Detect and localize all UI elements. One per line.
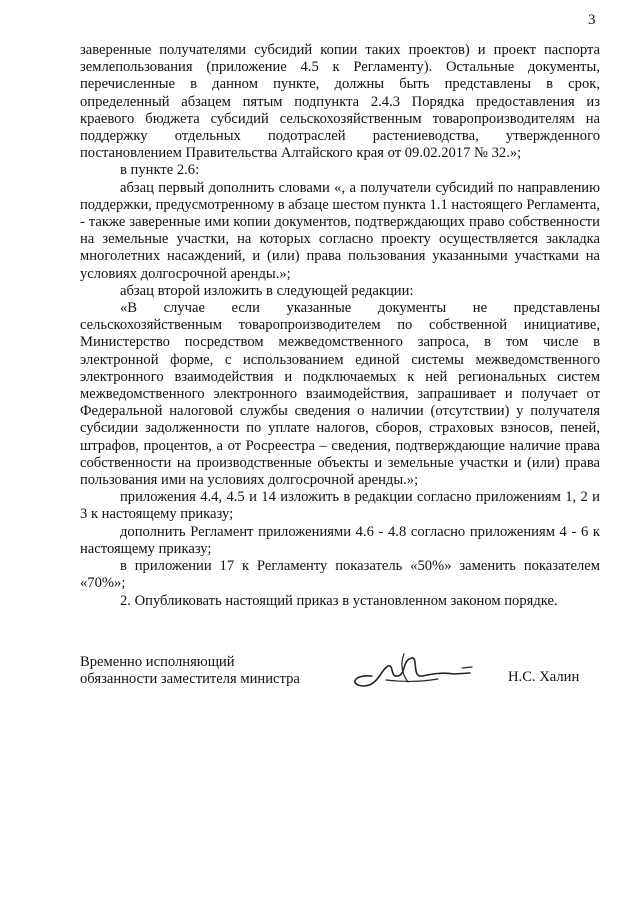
paragraph-second-abzac-intro: абзац второй изложить в следующей редакции: — [120, 282, 414, 299]
paragraph-add-appendices: дополнить Регламент приложениями 4.6 - 4.8 согласно приложениям 4 - 6 к настоящему приказу; — [80, 523, 600, 557]
paragraph-publish: 2. Опубликовать настоящий приказ в установленном законом порядке. — [120, 592, 558, 609]
signatory-name: Н.С. Халин — [508, 669, 580, 685]
page-number: 3 — [588, 12, 596, 28]
paragraph-item-2-6: в пункте 2.6: — [120, 162, 200, 179]
paragraph-continuation: заверенные получателями субсидий копии таких проектов) и проект паспорта землепользования (приложение 4.5 к Регламенту). Остальные документы, перечисленные в данном пункте, должны быть представлены в срок, определенный абзацем пятым подпункта 2.4.3 Порядка предоставления из краевого бюджета субсидий сельскохозяйственным товаропроизводителям на поддержку отдельных подотраслей растениеводства, утвержденного постановлением Правительства Алтайского края от 09.02.2017 № 32.»; — [80, 42, 600, 162]
paragraph-appendix-17: в приложении 17 к Регламенту показатель «50%» заменить показателем «70%»; — [80, 558, 600, 592]
signature-block — [80, 654, 600, 704]
signatory-position-line-1: Временно исполняющий — [80, 654, 235, 670]
signatory-position — [80, 654, 300, 688]
document-body — [80, 42, 600, 610]
paragraph-appendices-redaction: приложения 4.4, 4.5 и 14 изложить в редакции согласно приложениям 1, 2 и 3 к настоящему приказу; — [80, 489, 600, 523]
paragraph-first-abzac: абзац первый дополнить словами «, а получатели субсидий по направлению поддержки, предусмотренному в абзаце шестом пункта 1.1 настоящего Регламента, - также заверенные ими копии документов, подтверждающих право собственности на земельные участки, на которых согласно проекту осуществляется закладка многолетних насаждений, и (или) права пользования указанными участками на условиях долгосрочной аренды.»; — [80, 179, 600, 282]
signatory-position-line-2: обязанности заместителя министра — [80, 671, 300, 688]
paragraph-quoted-redaction: «В случае если указанные документы не представлены сельскохозяйственным товаропроизводителем по собственной инициативе, Министерство посредством межведомственного запроса, в том числе в электронной форме, с использованием единой системы межведомственного электронного взаимодействия и подключаемых к ней региональных систем межведомственного электронного взаимодействия, запрашивает и получает от Федеральной налоговой службы сведения о наличии (отсутствии) у получателя субсидии задолженности по уплате налогов, сборов, страховых взносов, пеней, штрафов, процентов, а от Росреестра – сведения, подтверждающие наличие права собственности на производственные объекты и земельные участки и (или) права пользования ими на условиях долгосрочной аренды.»; — [80, 300, 600, 489]
handwritten-signature — [342, 646, 482, 696]
